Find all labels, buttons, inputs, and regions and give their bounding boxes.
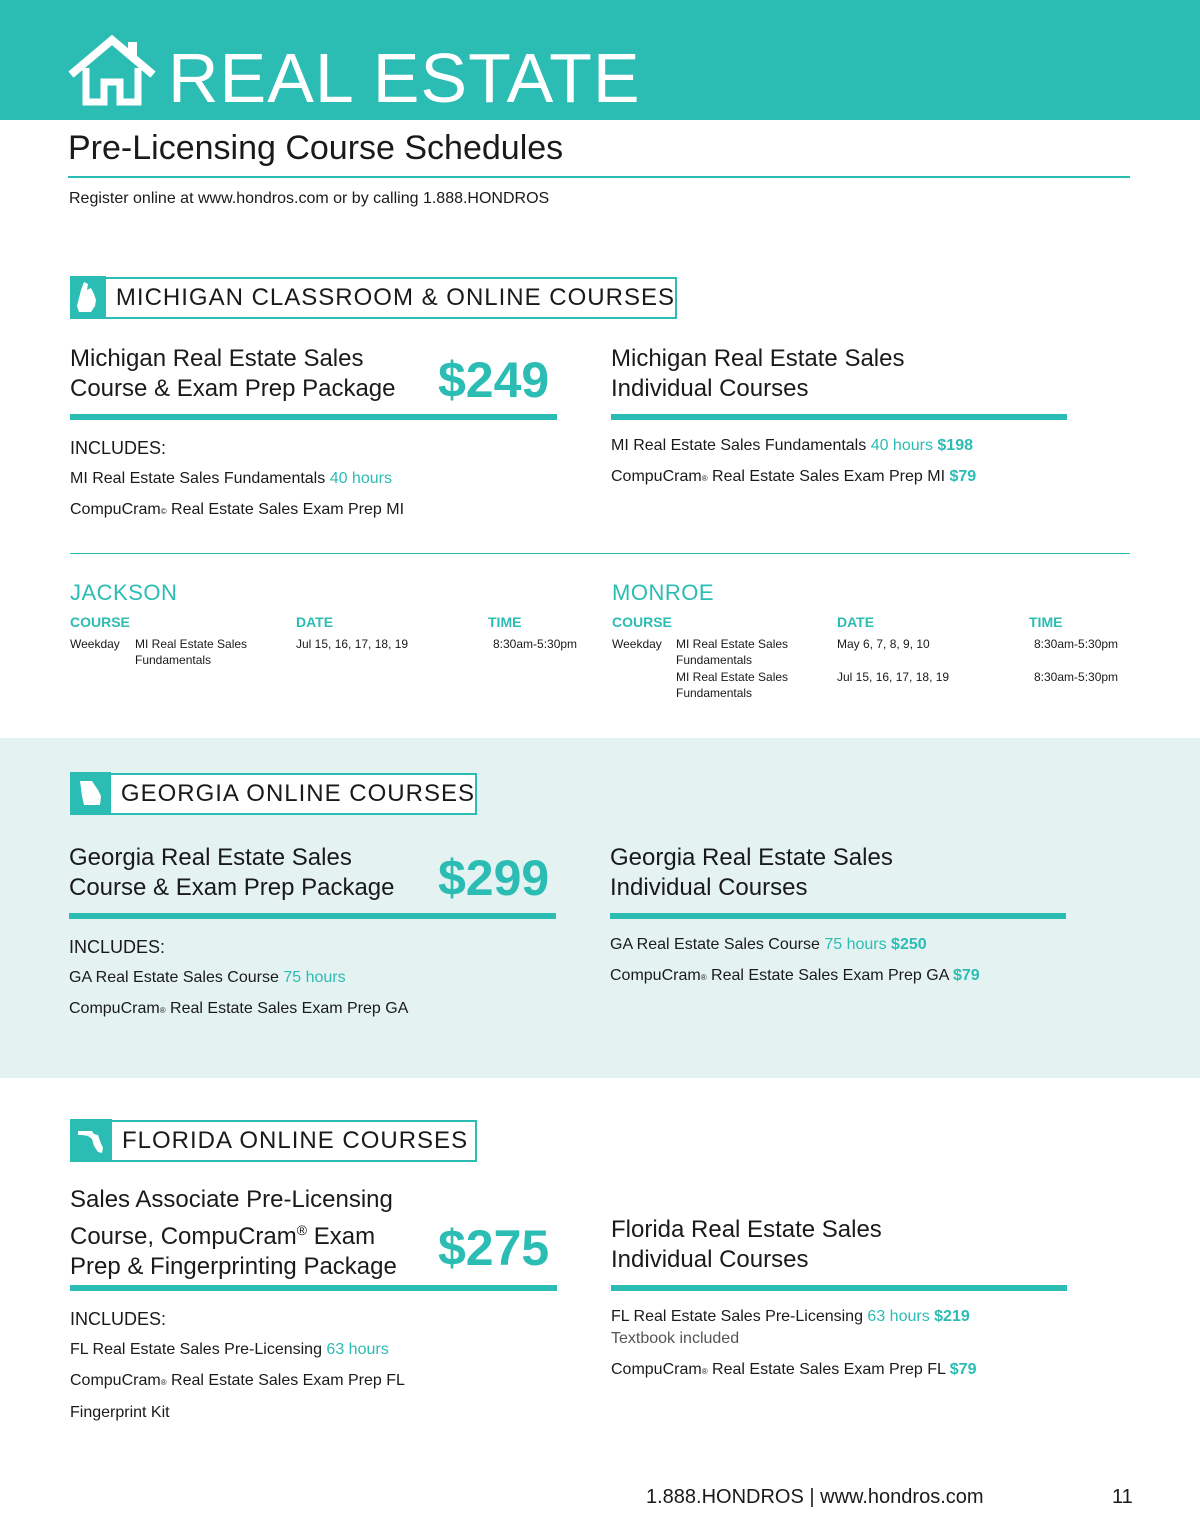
course-price: $79	[949, 1361, 977, 1378]
michigan-individual-rule	[611, 414, 1067, 420]
individual-title-line: Georgia Real Estate Sales	[610, 844, 893, 871]
course-price: $198	[937, 437, 973, 454]
georgia-section-label: GEORGIA ONLINE COURSES	[120, 780, 475, 807]
georgia-include-item	[69, 967, 346, 989]
georgia-individual-item	[610, 965, 980, 987]
michigan-package-rule	[70, 414, 557, 420]
trademark-mark: ®	[160, 1378, 167, 1387]
florida-textbook-note: Textbook included	[611, 1330, 740, 1347]
michigan-individual-title	[611, 344, 904, 404]
michigan-section-header	[70, 277, 677, 319]
package-title-line	[70, 1215, 397, 1252]
schedule-course: MI Real Estate Sales Fundamentals	[135, 637, 248, 667]
florida-section-label: FLORIDA ONLINE COURSES	[122, 1127, 469, 1154]
page-subtitle: Pre-Licensing Course Schedules	[68, 129, 564, 167]
michigan-include-item	[70, 468, 392, 490]
jackson-location: JACKSON	[70, 580, 178, 605]
schedule-date: May 6, 7, 8, 9, 10	[837, 637, 930, 651]
florida-include-item: Fingerprint Kit	[70, 1404, 170, 1421]
include-hours: 63 hours	[326, 1341, 389, 1358]
florida-include-item	[70, 1339, 389, 1361]
course-text: CompuCram	[611, 468, 702, 485]
package-title-line: Prep & Fingerprinting Package	[70, 1253, 397, 1280]
subtitle-divider	[68, 176, 1130, 178]
florida-section-header	[70, 1120, 477, 1162]
florida-state-icon	[70, 1119, 112, 1161]
course-text: CompuCram	[611, 1361, 702, 1378]
schedule-course: MI Real Estate Sales Fundamentals	[676, 670, 789, 700]
register-info: Register online at www.hondros.com or by calling 1.888.HONDROS	[69, 190, 550, 207]
package-title-line: Sales Associate Pre-Licensing	[70, 1186, 393, 1213]
trademark-mark: ©	[160, 507, 167, 516]
include-text: CompuCram	[69, 1000, 160, 1017]
monroe-location: MONROE	[612, 580, 714, 605]
georgia-package-rule	[69, 913, 556, 919]
michigan-include-item	[70, 499, 404, 521]
include-text: GA Real Estate Sales Course	[69, 969, 284, 986]
individual-title-line: Individual Courses	[610, 874, 808, 901]
include-text: Real Estate Sales Exam Prep MI	[166, 501, 405, 518]
michigan-individual-item	[611, 466, 976, 488]
michigan-individual-item	[611, 435, 973, 457]
georgia-package-title	[69, 843, 395, 903]
course-text: MI Real Estate Sales Fundamentals	[611, 437, 871, 454]
title-text: Course, CompuCram	[70, 1223, 297, 1250]
course-price: $219	[934, 1308, 970, 1325]
schedule-type: Weekday	[70, 637, 120, 651]
trademark-mark: ®	[159, 1006, 166, 1015]
florida-individual-item	[611, 1359, 976, 1381]
include-text: CompuCram	[70, 1372, 161, 1389]
course-text: Real Estate Sales Exam Prep GA	[706, 967, 953, 984]
house-icon	[68, 34, 156, 106]
include-text: Real Estate Sales Exam Prep GA	[165, 1000, 409, 1017]
trademark-mark: ®	[700, 973, 707, 982]
includes-label: INCLUDES:	[70, 438, 167, 458]
jackson-date-header: DATE	[296, 614, 334, 630]
florida-individual-rule	[611, 1285, 1067, 1291]
includes-label: INCLUDES:	[69, 937, 166, 957]
schedule-time: 8:30am-5:30pm	[1034, 670, 1119, 684]
georgia-individual-item	[610, 934, 927, 956]
jackson-course-header: COURSE	[70, 614, 130, 630]
course-hours: 63 hours	[867, 1308, 930, 1325]
course-text: GA Real Estate Sales Course	[610, 936, 825, 953]
schedule-course: MI Real Estate Sales Fundamentals	[676, 637, 789, 667]
trademark-mark: ®	[296, 1222, 308, 1238]
michigan-package-title	[70, 344, 396, 404]
course-text: CompuCram	[610, 967, 701, 984]
course-price: $250	[891, 936, 927, 953]
monroe-course-header: COURSE	[612, 614, 672, 630]
michigan-package-price: $249	[438, 352, 550, 408]
georgia-section-header	[70, 773, 477, 815]
course-hours: 75 hours	[824, 936, 887, 953]
trademark-mark: ®	[701, 474, 708, 483]
include-text: MI Real Estate Sales Fundamentals	[70, 470, 330, 487]
page-title: REAL ESTATE	[168, 39, 641, 117]
package-title-line: Michigan Real Estate Sales	[70, 345, 364, 372]
jackson-time-header: TIME	[488, 614, 522, 630]
georgia-package-price: $299	[438, 850, 550, 906]
schedule-type: Weekday	[612, 637, 662, 651]
course-hours: 40 hours	[870, 437, 933, 454]
trademark-mark: ®	[701, 1367, 708, 1376]
schedule-date: Jul 15, 16, 17, 18, 19	[837, 670, 950, 684]
georgia-state-icon	[70, 772, 111, 814]
schedule-time: 8:30am-5:30pm	[1034, 637, 1119, 651]
include-hours: 40 hours	[329, 470, 392, 487]
page-number: 11	[1112, 1486, 1133, 1508]
florida-package-title	[70, 1185, 397, 1282]
schedule-divider	[70, 553, 1130, 554]
florida-individual-title	[611, 1215, 882, 1275]
footer-contact: 1.888.HONDROS | www.hondros.com	[646, 1486, 984, 1508]
course-text: Real Estate Sales Exam Prep MI	[707, 468, 950, 485]
schedule-date: Jul 15, 16, 17, 18, 19	[296, 637, 409, 651]
individual-title-line: Individual Courses	[611, 1246, 809, 1273]
course-price: $79	[952, 967, 980, 984]
title-text: Exam	[307, 1223, 376, 1250]
package-title-line: Course & Exam Prep Package	[69, 874, 395, 901]
course-text: Real Estate Sales Exam Prep FL	[707, 1361, 950, 1378]
package-title-line: Georgia Real Estate Sales	[69, 844, 352, 871]
florida-include-item	[70, 1370, 405, 1392]
michigan-section-label: MICHIGAN CLASSROOM & ONLINE COURSES	[115, 284, 675, 311]
individual-title-line: Individual Courses	[611, 375, 809, 402]
package-title-line: Course & Exam Prep Package	[70, 375, 396, 402]
michigan-state-icon	[70, 276, 106, 318]
monroe-date-header: DATE	[837, 614, 875, 630]
include-text: CompuCram	[70, 501, 161, 518]
florida-package-rule	[70, 1285, 557, 1291]
georgia-include-item	[69, 998, 408, 1020]
include-text: Real Estate Sales Exam Prep FL	[166, 1372, 405, 1389]
course-price: $79	[949, 468, 977, 485]
include-hours: 75 hours	[283, 969, 346, 986]
individual-title-line: Michigan Real Estate Sales	[611, 345, 905, 372]
schedule-time: 8:30am-5:30pm	[493, 637, 578, 651]
includes-label: INCLUDES:	[70, 1309, 167, 1329]
georgia-individual-title	[610, 843, 893, 903]
monroe-time-header: TIME	[1029, 614, 1063, 630]
course-text: FL Real Estate Sales Pre-Licensing	[611, 1308, 868, 1325]
florida-package-price: $275	[438, 1220, 550, 1276]
florida-individual-item	[611, 1306, 970, 1328]
include-text: FL Real Estate Sales Pre-Licensing	[70, 1341, 327, 1358]
individual-title-line: Florida Real Estate Sales	[611, 1216, 882, 1243]
georgia-individual-rule	[610, 913, 1066, 919]
